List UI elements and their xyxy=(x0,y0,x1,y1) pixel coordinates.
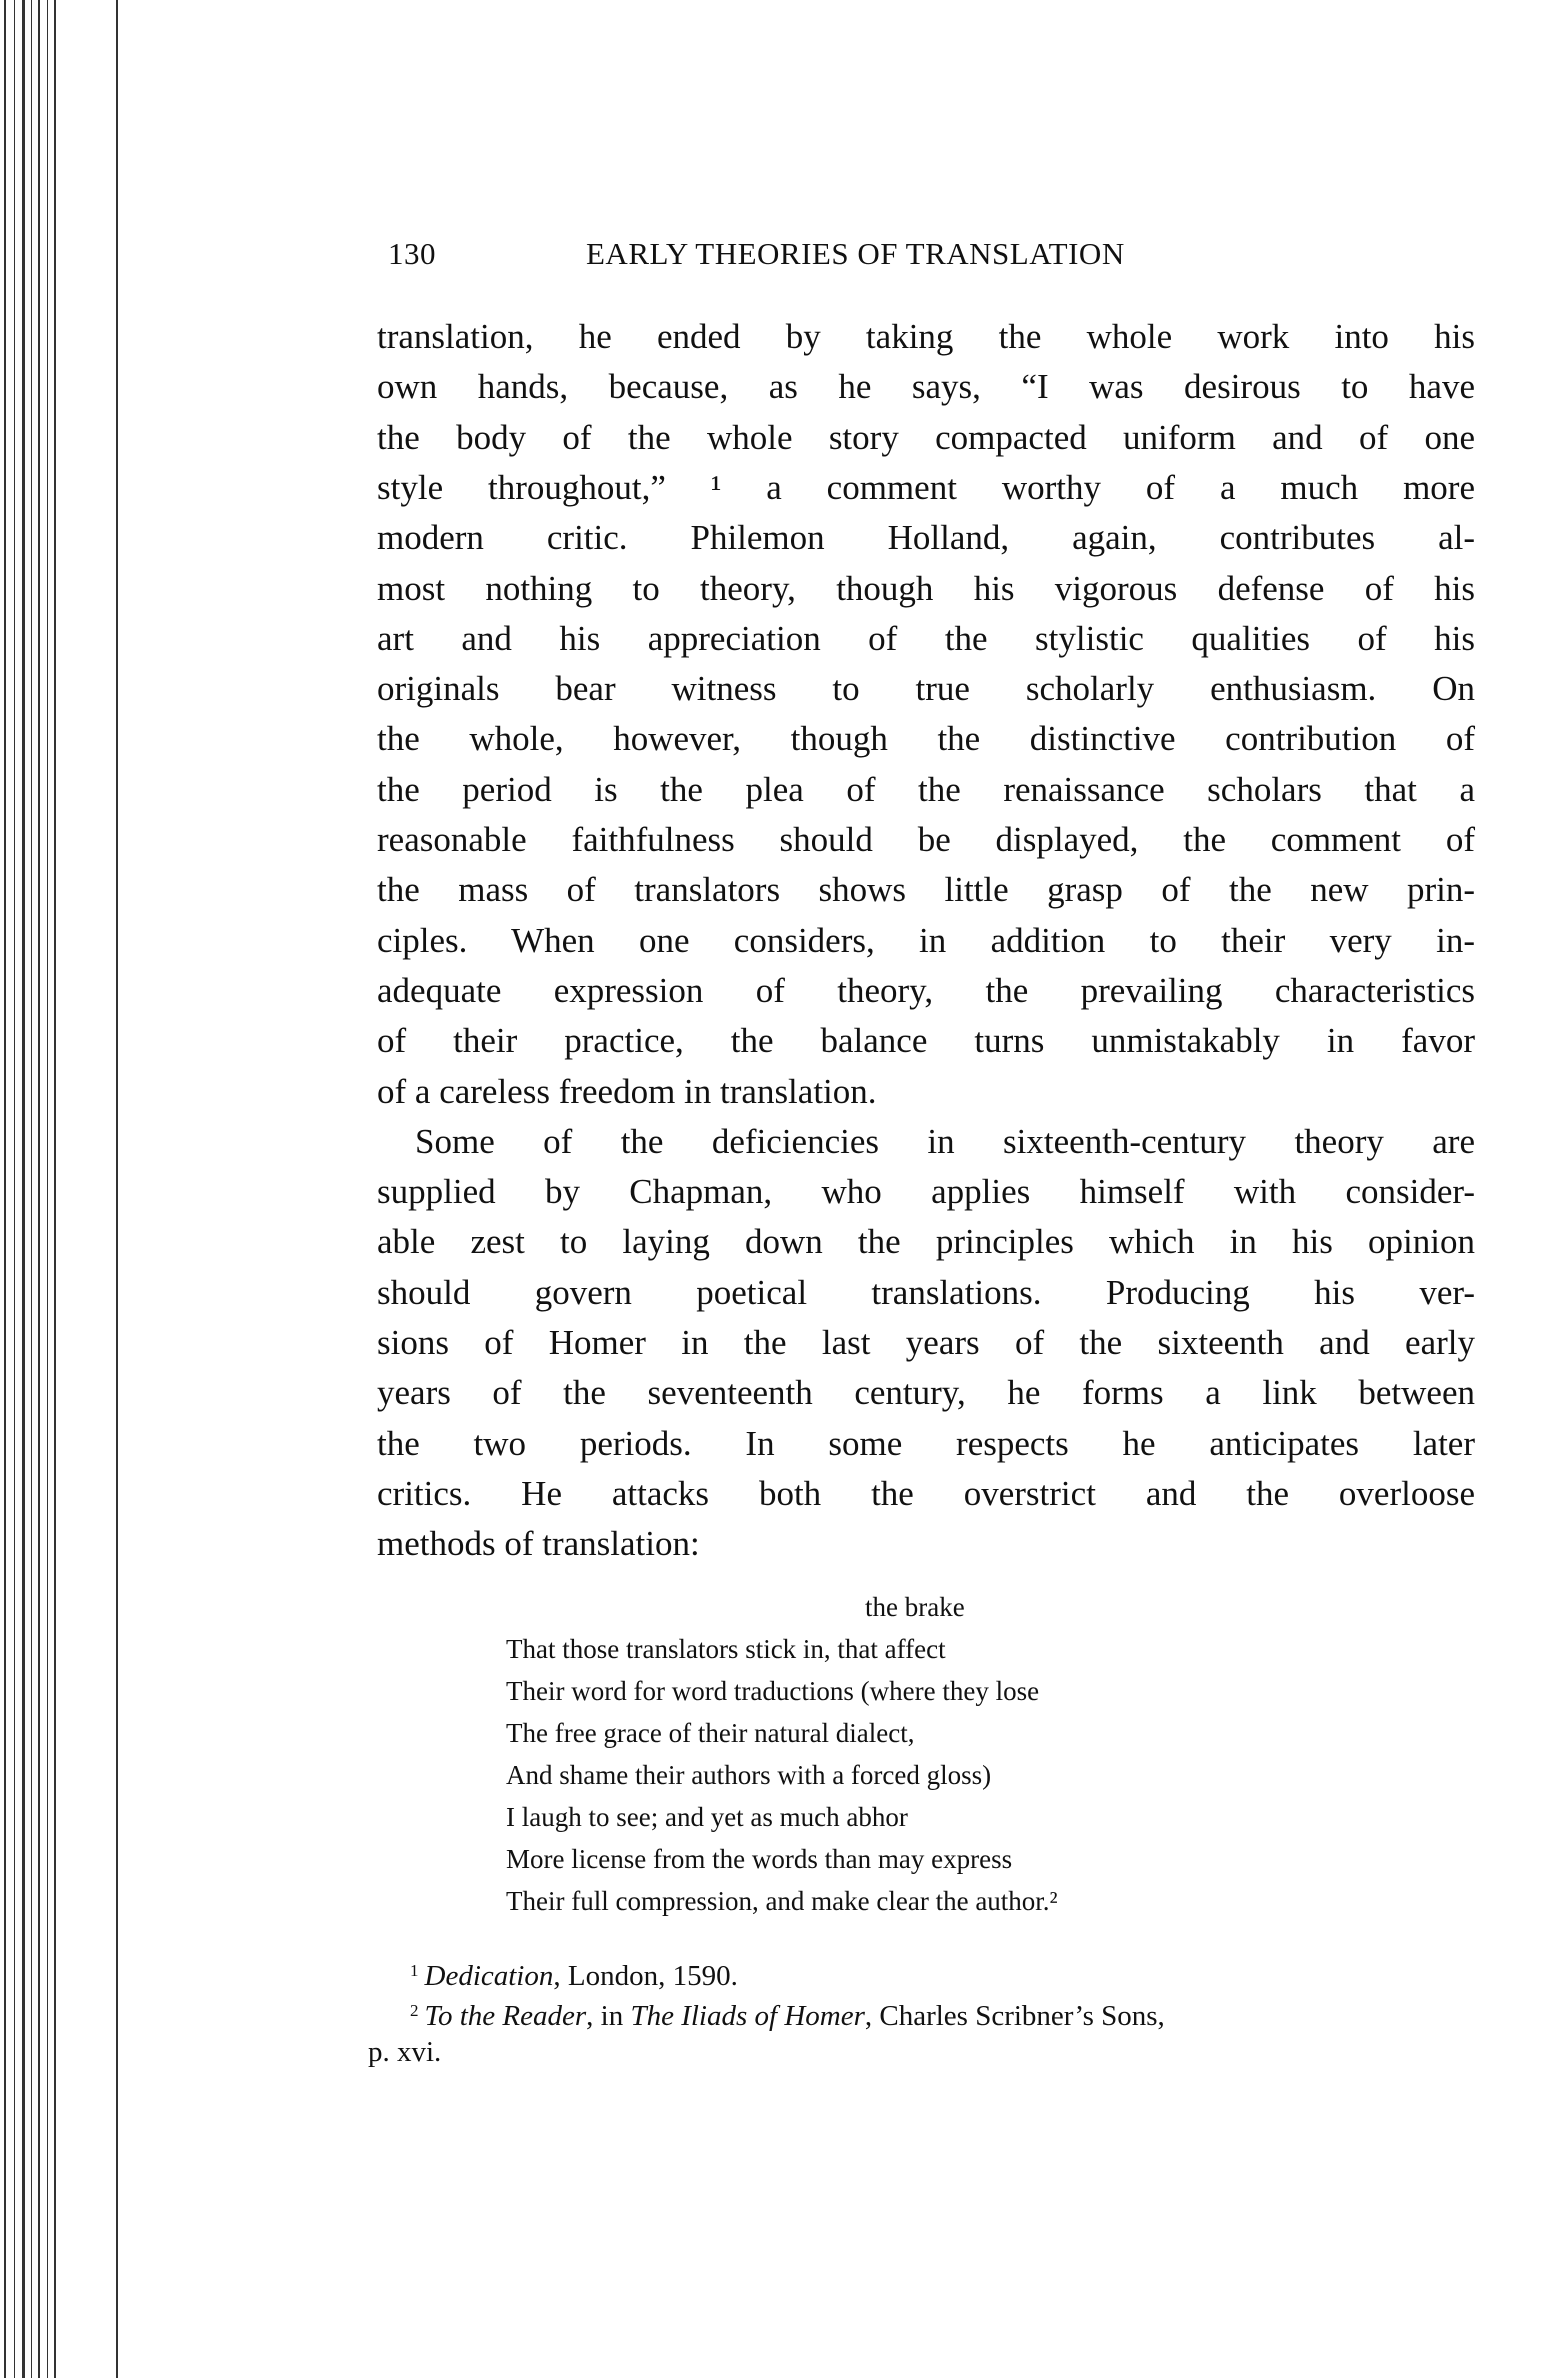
text-line: years of the seventeenth century, he forms a link between xyxy=(377,1373,1475,1413)
verse-line: More license from the words than may express xyxy=(506,1844,1013,1874)
binding-line xyxy=(54,0,56,2378)
text-line: the mass of translators shows little grasp of the new prin- xyxy=(377,870,1475,910)
text-line: Some of the deficiencies in sixteenth-century theory are xyxy=(415,1121,1475,1161)
text-line: the whole, however, though the distinctive contribution of xyxy=(377,719,1475,759)
binding-line xyxy=(47,0,48,2378)
footnote-text: , London, 1590. xyxy=(553,1960,738,1992)
text-line: ciples. When one considers, in addition to their very in- xyxy=(377,920,1475,960)
text-line: modern critic. Philemon Holland, again, contributes al- xyxy=(377,518,1475,558)
footnote-1 xyxy=(410,1953,738,1994)
binding-line xyxy=(22,0,25,2378)
text-line: able zest to laying down the principles which in his opinion xyxy=(377,1222,1475,1262)
binding-line xyxy=(14,0,15,2378)
verse-line: I laugh to see; and yet as much abhor xyxy=(506,1802,908,1832)
binding-line xyxy=(38,0,40,2378)
footnote-mark: 2 xyxy=(410,2001,419,2020)
footnote-2 xyxy=(410,1993,1475,2034)
text-line: of a careless freedom in translation. xyxy=(377,1071,877,1111)
verse-line: That those translators stick in, that affect xyxy=(506,1634,946,1664)
text-line: most nothing to theory, though his vigorous defense of his xyxy=(377,568,1475,608)
binding-line xyxy=(31,0,32,2378)
text-line: supplied by Chapman, who applies himself with consider- xyxy=(377,1172,1475,1212)
text-line: sions of Homer in the last years of the sixteenth and early xyxy=(377,1323,1475,1362)
footnote-title: To the Reader xyxy=(424,2000,587,2032)
verse-line: Their full compression, and make clear the author.² xyxy=(506,1886,1058,1916)
text-line: art and his appreciation of the stylistic qualities of his xyxy=(377,618,1475,658)
text-line: methods of translation: xyxy=(377,1524,700,1564)
text-line: critics. He attacks both the overstrict and the overloose xyxy=(377,1473,1475,1513)
page-edge-line xyxy=(116,0,118,2378)
text-line: the two periods. In some respects he anticipates later xyxy=(377,1423,1475,1463)
text-line: the period is the plea of the renaissance scholars that a xyxy=(377,769,1475,809)
text-line: the body of the whole story compacted uniform and of one xyxy=(377,417,1475,457)
text-line: adequate expression of theory, the prevailing characteristics xyxy=(377,970,1475,1010)
running-title: EARLY THEORIES OF TRANSLATION xyxy=(586,236,1125,271)
text-line: originals bear witness to true scholarly enthusiasm. On xyxy=(377,669,1475,709)
text-line: of their practice, the balance turns unmistakably in favor xyxy=(377,1021,1475,1061)
footnote-mark: 1 xyxy=(410,1961,419,1980)
footnote-text: , in xyxy=(586,2000,631,2032)
footnote-text: , Charles Scribner’s Sons, xyxy=(864,2000,1165,2032)
text-line: style throughout,” ¹ a comment worthy of a much more xyxy=(377,467,1475,507)
footnote-title: Dedication xyxy=(424,1960,554,1992)
binding-line xyxy=(4,0,6,2378)
page-number: 130 xyxy=(388,236,436,271)
text-line: reasonable faithfulness should be displayed, the comment of xyxy=(377,820,1475,859)
verse-line: And shame their authors with a forced gloss) xyxy=(506,1760,992,1790)
verse-line: Their word for word traductions (where they lose xyxy=(506,1676,1040,1706)
footnote-book-title: The Iliads of Homer xyxy=(630,2000,865,2032)
text-line: own hands, because, as he says, “I was desirous to have xyxy=(377,367,1475,407)
verse-line: The free grace of their natural dialect, xyxy=(506,1718,915,1748)
text-line: should govern poetical translations. Producing his ver- xyxy=(377,1272,1475,1312)
footnote-2-continuation: p. xvi. xyxy=(368,2036,442,2068)
text-line: translation, he ended by taking the whole work into his xyxy=(377,317,1475,356)
verse-line: the brake xyxy=(865,1592,965,1622)
